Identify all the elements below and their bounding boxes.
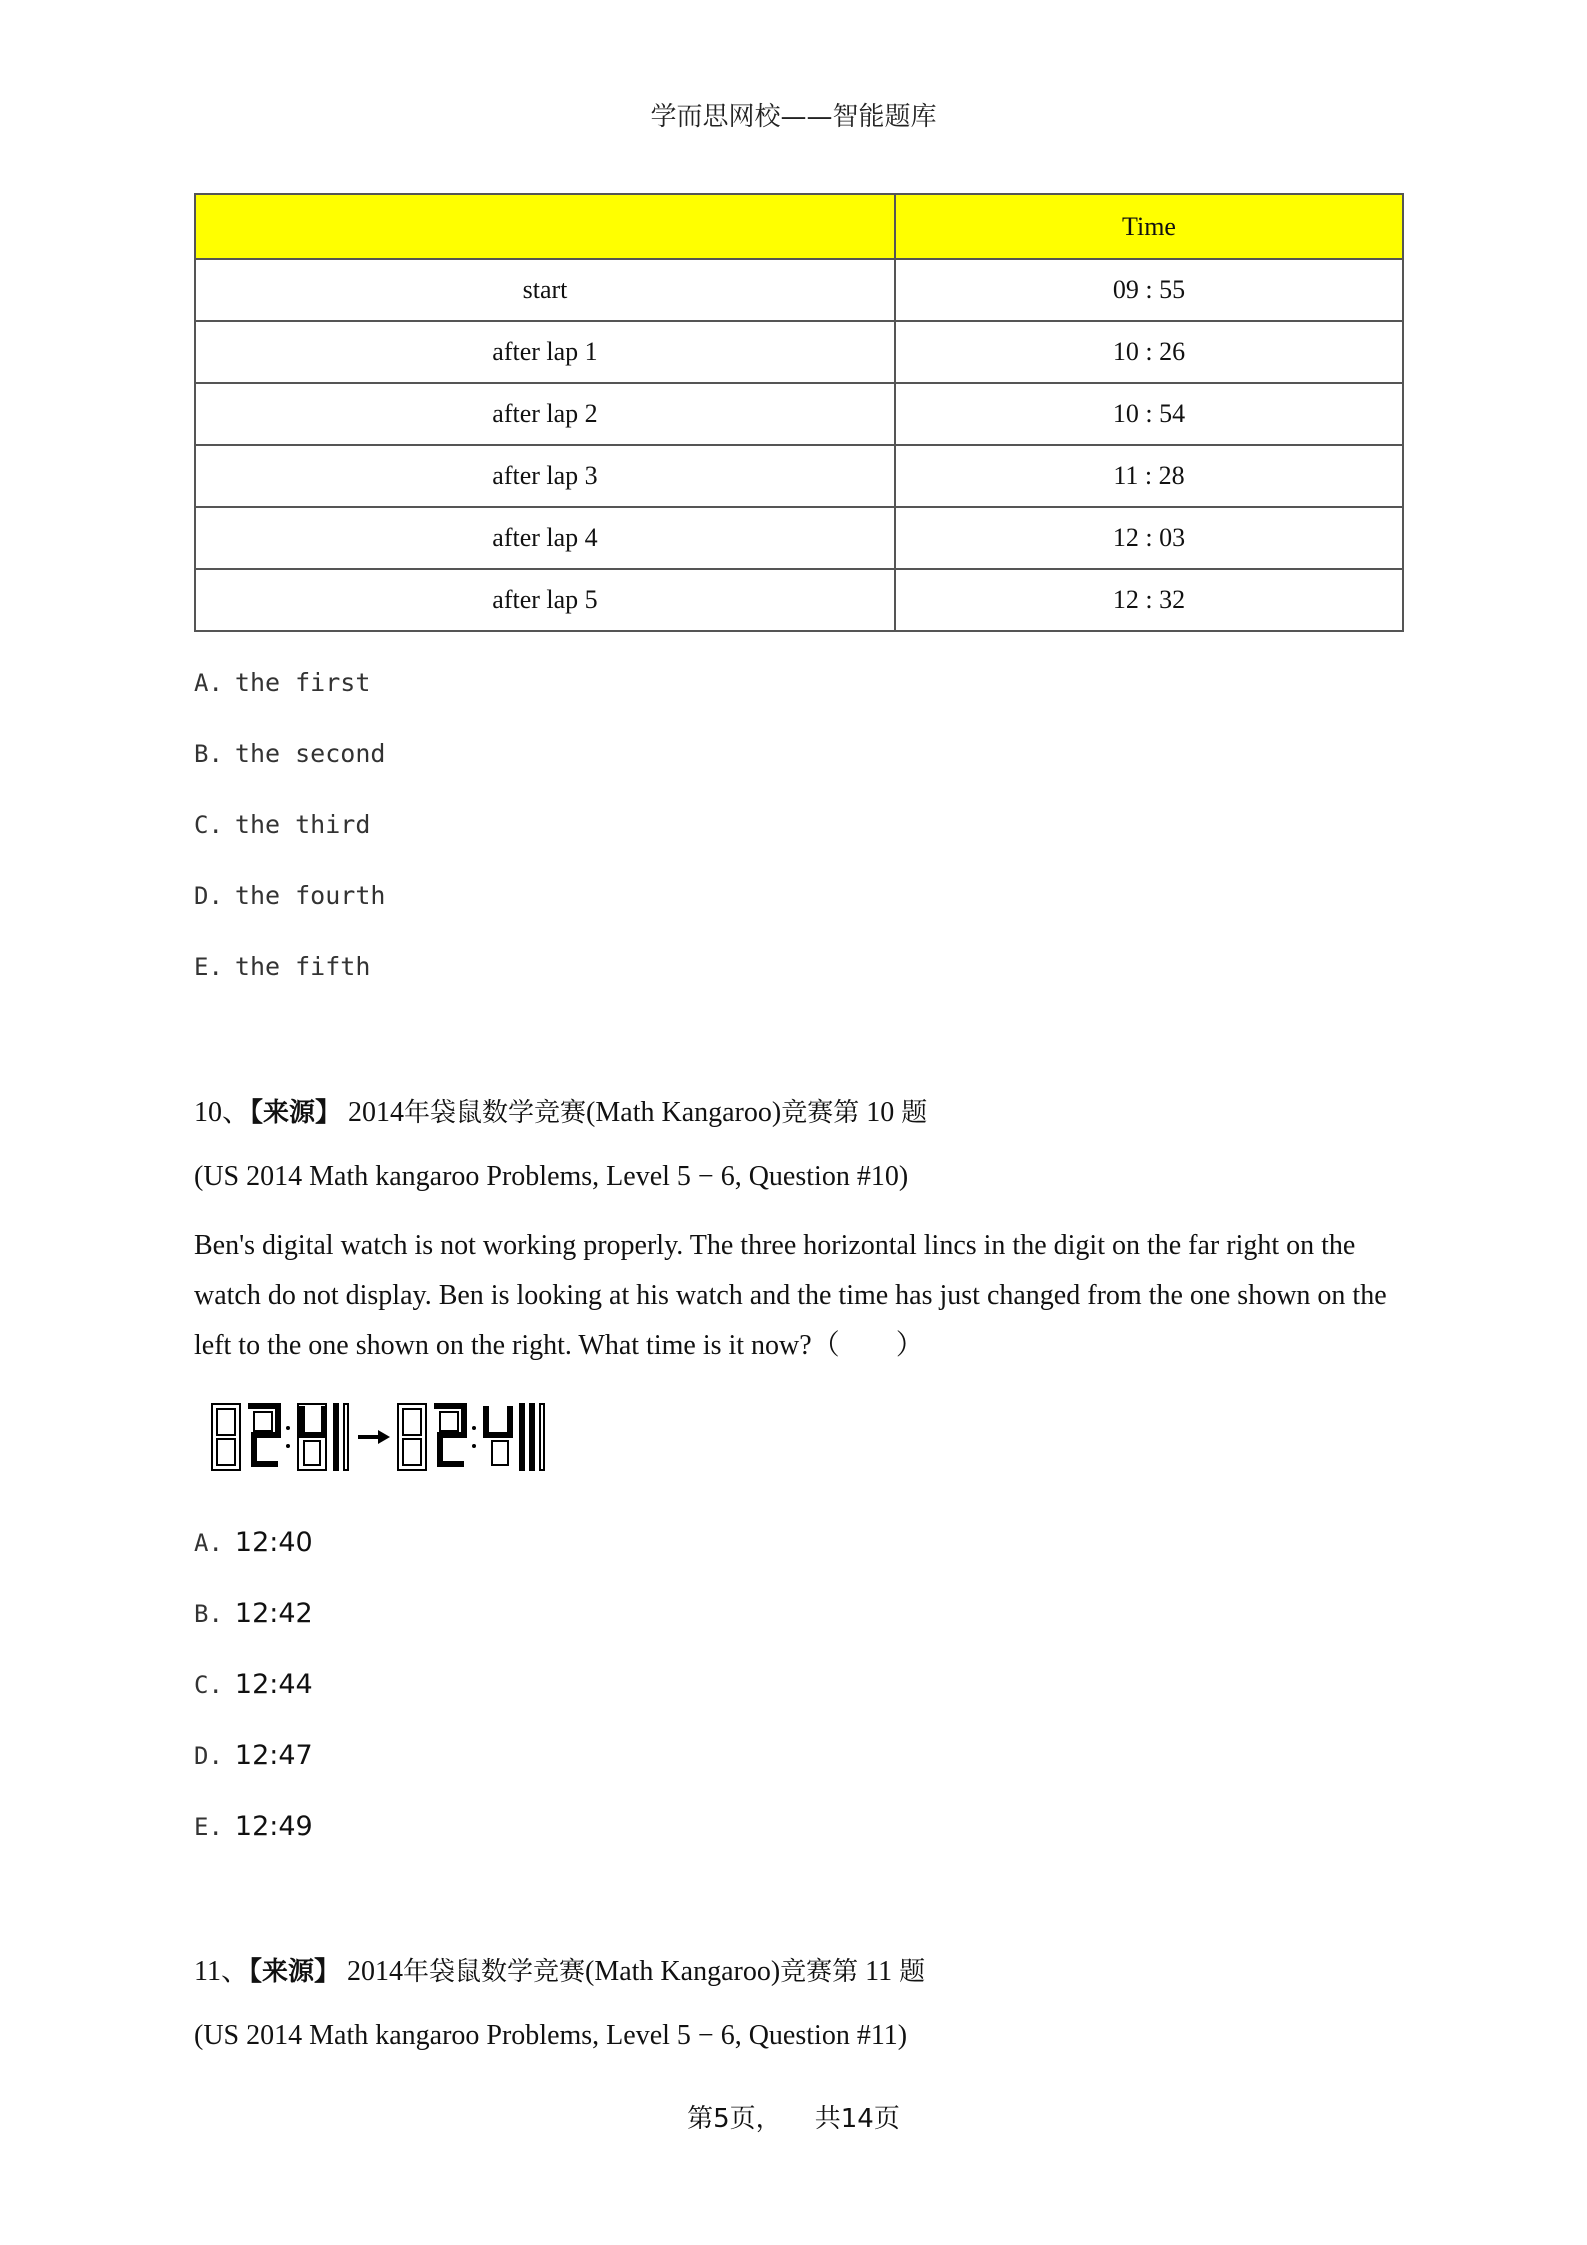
source-bracket: 【来源】 <box>248 1957 340 1987</box>
source-year: 2014 <box>348 1097 405 1128</box>
table-header-row <box>195 194 1403 259</box>
source-tail-zh2: 题 <box>899 1957 926 1987</box>
table-row <box>195 259 1403 321</box>
q9-option-c[interactable] <box>194 810 370 840</box>
option-letter: E. <box>194 953 223 981</box>
option-letter: B. <box>194 740 223 768</box>
option-letter: A. <box>194 1529 223 1557</box>
option-letter: C. <box>194 1671 223 1699</box>
option-letter: B. <box>194 1600 223 1628</box>
option-letter: A. <box>194 669 223 697</box>
lap-time: 10 : 26 <box>895 321 1403 383</box>
option-text: the first <box>234 668 371 697</box>
q9-option-a[interactable] <box>194 668 370 698</box>
q10-option-c[interactable] <box>194 1669 313 1700</box>
question-line: left to the one shown on the right. What time is it now?（ ） <box>194 1330 924 1361</box>
q10-option-e[interactable] <box>194 1811 313 1842</box>
option-text: 12:44 <box>234 1669 313 1700</box>
q10-source-line <box>194 1090 927 1130</box>
lap-time: 11 : 28 <box>895 445 1403 507</box>
q10-question-text <box>194 1221 1414 1371</box>
option-text: 12:40 <box>234 1527 313 1558</box>
page-header-title: 学而思网校——智能题库 <box>650 102 937 132</box>
q10-option-a[interactable] <box>194 1527 313 1558</box>
source-tail-zh2: 题 <box>901 1098 928 1128</box>
table-row <box>195 507 1403 569</box>
source-tail-zh: 竞赛第 <box>781 1098 860 1128</box>
total-pages: 14 <box>840 2104 874 2134</box>
source-name-zh: 年袋鼠数学竞赛 <box>404 1098 587 1128</box>
page-prefix: 第 <box>687 2104 714 2134</box>
watch-left <box>212 1404 348 1470</box>
source-bracket: 【来源】 <box>250 1098 342 1128</box>
q11-source-line <box>194 1949 925 1989</box>
q10-option-b[interactable] <box>194 1598 313 1629</box>
option-text: the fourth <box>234 881 386 910</box>
table-row <box>195 383 1403 445</box>
source-number: 10 <box>866 1097 895 1128</box>
question-number: 11、 <box>194 1956 249 1987</box>
option-text: the third <box>234 810 371 839</box>
option-letter: D. <box>194 1742 223 1770</box>
question-line: watch do not display. Ben is looking at his watch and the time has just changed from the one shown on the <box>194 1280 1387 1311</box>
watch-right <box>398 1404 544 1470</box>
source-number: 11 <box>865 1956 893 1987</box>
lap-label: after lap 1 <box>195 321 895 383</box>
table-row <box>195 445 1403 507</box>
digital-watch-figure <box>208 1400 648 1474</box>
lap-time: 10 : 54 <box>895 383 1403 445</box>
lap-time: 12 : 32 <box>895 569 1403 631</box>
lap-time: 09 : 55 <box>895 259 1403 321</box>
q9-option-d[interactable] <box>194 881 385 911</box>
table-row <box>195 569 1403 631</box>
question-number: 10、 <box>194 1097 251 1128</box>
source-name-zh: 年袋鼠数学竞赛 <box>402 1957 585 1987</box>
table-row <box>195 321 1403 383</box>
lap-label: after lap 3 <box>195 445 895 507</box>
option-letter: D. <box>194 882 223 910</box>
q9-option-b[interactable] <box>194 739 385 769</box>
source-name-en: (Math Kangaroo) <box>585 1956 781 1987</box>
option-text: 12:42 <box>234 1598 313 1629</box>
page-number: 5 <box>713 2104 730 2134</box>
lap-label: after lap 2 <box>195 383 895 445</box>
q10-option-d[interactable] <box>194 1740 313 1771</box>
q11-origin: (US 2014 Math kangaroo Problems, Level 5 − 6, Question #11) <box>194 2020 908 2051</box>
option-letter: C. <box>194 811 223 839</box>
q10-origin: (US 2014 Math kangaroo Problems, Level 5 − 6, Question #10) <box>194 1161 909 1192</box>
page-footer <box>0 2098 1587 2135</box>
option-text: 12:49 <box>234 1811 313 1842</box>
lap-times-table <box>194 193 1404 632</box>
lap-time: 12 : 03 <box>895 507 1403 569</box>
option-letter: E. <box>194 1813 223 1841</box>
option-text: 12:47 <box>234 1740 313 1771</box>
table-header-blank <box>195 194 895 259</box>
option-text: the second <box>234 739 386 768</box>
source-name-en: (Math Kangaroo) <box>586 1097 782 1128</box>
lap-label: after lap 4 <box>195 507 895 569</box>
question-line: Ben's digital watch is not working properly. The three horizontal lincs in the digit on the far right on the <box>194 1230 1356 1261</box>
lap-label: after lap 5 <box>195 569 895 631</box>
source-year: 2014 <box>346 1956 403 1987</box>
total-prefix: 共 <box>814 2104 841 2134</box>
page-suffix: 页， <box>729 2104 782 2134</box>
source-tail-zh: 竞赛第 <box>780 1957 859 1987</box>
option-text: the fifth <box>234 952 371 981</box>
table-header-time: Time <box>895 194 1403 259</box>
lap-label: start <box>195 259 895 321</box>
total-suffix: 页 <box>873 2104 900 2134</box>
q9-option-e[interactable] <box>194 952 370 982</box>
